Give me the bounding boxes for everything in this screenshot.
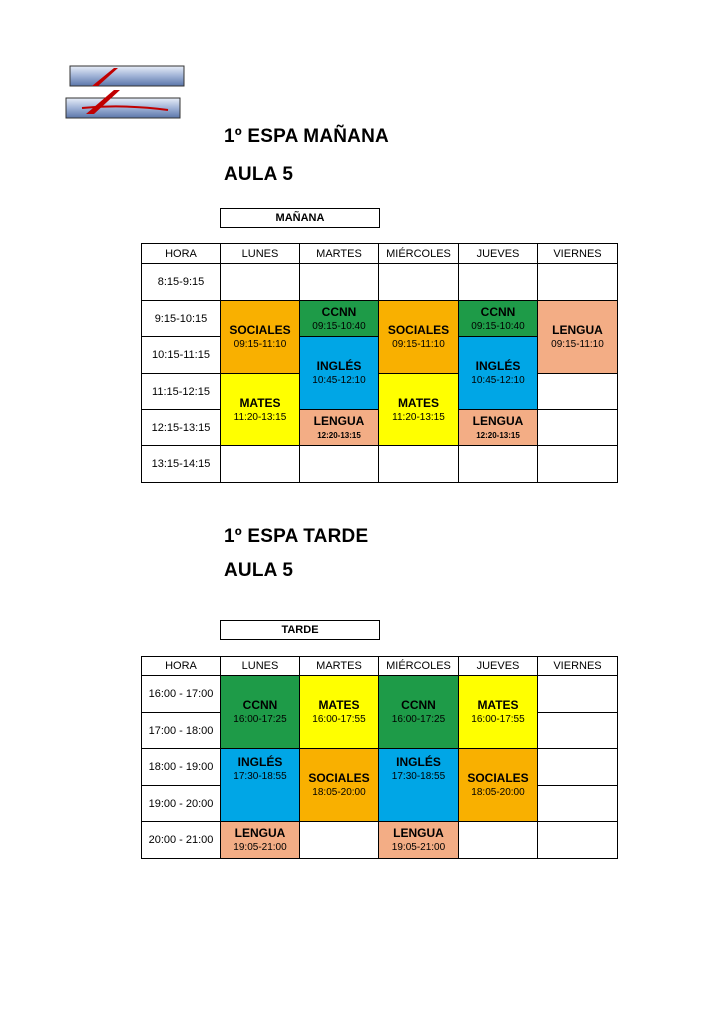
class-time: 09:15-10:40 <box>471 320 525 332</box>
header-martes: MARTES <box>300 657 379 676</box>
class-time: 16:00-17:55 <box>312 714 366 725</box>
morning-title: 1º ESPA MAÑANA <box>224 126 389 147</box>
class-block <box>300 301 379 337</box>
empty-cell <box>459 822 538 859</box>
class-subject: INGLÉS <box>316 359 362 373</box>
class-block <box>221 822 300 859</box>
morning-room: AULA 5 <box>224 164 294 185</box>
afternoon-room: AULA 5 <box>224 560 294 581</box>
class-time: 09:15-11:10 <box>392 339 445 350</box>
hour-cell: 20:00 - 21:00 <box>142 822 221 859</box>
header-lunes: LUNES <box>221 657 300 676</box>
table-row <box>142 822 618 859</box>
empty-cell <box>459 264 538 301</box>
class-block <box>221 374 300 446</box>
hour-cell: 18:00 - 19:00 <box>142 749 221 786</box>
header-miercoles: MIÉRCOLES <box>379 244 459 264</box>
header-row <box>142 657 618 676</box>
class-time: 10:45-12:10 <box>312 375 366 386</box>
class-subject: MATES <box>477 698 519 712</box>
header-jueves: JUEVES <box>459 657 538 676</box>
class-subject: INGLÉS <box>475 359 521 373</box>
class-block <box>459 749 538 822</box>
header-viernes: VIERNES <box>538 244 618 264</box>
class-time: 11:20-13:15 <box>233 411 287 423</box>
class-block <box>459 676 538 749</box>
class-subject: INGLÉS <box>396 755 441 769</box>
table-row <box>142 676 618 713</box>
class-time: 19:05-21:00 <box>391 842 446 853</box>
class-time: 09:15-11:10 <box>551 339 604 350</box>
empty-cell <box>221 446 300 483</box>
class-block <box>300 337 379 410</box>
header-lunes: LUNES <box>221 244 300 264</box>
empty-cell <box>221 264 300 301</box>
class-block <box>379 749 459 822</box>
class-subject: MATES <box>397 395 440 410</box>
class-subject: LENGUA <box>313 413 365 428</box>
class-subject: SOCIALES <box>467 771 529 785</box>
class-subject: CCNN <box>242 698 278 712</box>
empty-cell <box>538 446 618 483</box>
class-block <box>379 822 459 859</box>
class-time: 16:00-17:25 <box>233 714 287 725</box>
empty-cell <box>300 264 379 301</box>
class-block <box>300 676 379 749</box>
empty-cell <box>459 446 538 483</box>
empty-cell <box>538 676 618 713</box>
table-row <box>142 446 618 483</box>
afternoon-label: TARDE <box>220 620 380 640</box>
class-block <box>459 410 538 446</box>
empty-cell <box>379 264 459 301</box>
class-block <box>379 374 459 446</box>
class-time: 17:30-18:55 <box>391 771 446 782</box>
class-block <box>300 410 379 446</box>
class-block <box>221 676 300 749</box>
class-time: 17:30-18:55 <box>233 771 287 782</box>
class-block <box>459 301 538 337</box>
table-row <box>142 749 618 786</box>
morning-schedule-table <box>141 243 618 483</box>
class-block <box>221 749 300 822</box>
class-subject: SOCIALES <box>308 771 370 785</box>
class-time: 09:15-10:40 <box>312 320 366 332</box>
header-hora: HORA <box>142 657 221 676</box>
hour-cell: 9:15-10:15 <box>142 301 221 337</box>
class-block <box>379 301 459 374</box>
hour-cell: 12:15-13:15 <box>142 410 221 446</box>
class-time: 11:20-13:15 <box>392 411 445 423</box>
class-block <box>538 301 618 374</box>
hour-cell: 10:15-11:15 <box>142 337 221 374</box>
hour-cell: 13:15-14:15 <box>142 446 221 483</box>
empty-cell <box>538 786 618 822</box>
header-hora: HORA <box>142 244 221 264</box>
class-subject: SOCIALES <box>387 323 450 337</box>
afternoon-title: 1º ESPA TARDE <box>224 526 369 547</box>
class-subject: LENGUA <box>234 826 286 840</box>
class-time: 12:20-13:15 <box>317 430 361 440</box>
class-block <box>459 337 538 410</box>
hour-cell: 11:15-12:15 <box>142 374 221 410</box>
empty-cell <box>300 446 379 483</box>
class-time: 16:00-17:55 <box>471 714 525 725</box>
class-subject: MATES <box>239 395 281 410</box>
class-block <box>221 301 300 374</box>
table-row <box>142 374 618 410</box>
class-time: 18:05-20:00 <box>312 787 366 798</box>
class-subject: CCNN <box>401 698 436 712</box>
class-subject: LENGUA <box>472 413 524 428</box>
class-time: 19:05-21:00 <box>233 842 287 853</box>
empty-cell <box>538 713 618 749</box>
hour-cell: 16:00 - 17:00 <box>142 676 221 713</box>
hour-cell: 17:00 - 18:00 <box>142 713 221 749</box>
class-time: 16:00-17:25 <box>391 714 446 725</box>
header-martes: MARTES <box>300 244 379 264</box>
class-subject: LENGUA <box>393 826 444 840</box>
class-subject: MATES <box>318 698 360 712</box>
class-time: 09:15-11:10 <box>233 339 287 350</box>
table-row <box>142 301 618 337</box>
hour-cell: 8:15-9:15 <box>142 264 221 301</box>
empty-cell <box>538 410 618 446</box>
afternoon-schedule-table <box>141 656 618 859</box>
class-subject: INGLÉS <box>237 755 283 769</box>
morning-label: MAÑANA <box>220 208 380 228</box>
hour-cell: 19:00 - 20:00 <box>142 786 221 822</box>
class-subject: CCNN <box>321 304 357 319</box>
class-subject: SOCIALES <box>229 323 291 337</box>
class-time: 18:05-20:00 <box>471 787 525 798</box>
class-block <box>379 676 459 749</box>
empty-cell <box>379 446 459 483</box>
header-miercoles: MIÉRCOLES <box>379 657 459 676</box>
class-subject: CCNN <box>480 304 516 319</box>
header-jueves: JUEVES <box>459 244 538 264</box>
empty-cell <box>538 749 618 786</box>
table-row <box>142 264 618 301</box>
class-subject: LENGUA <box>552 323 603 337</box>
empty-cell <box>300 822 379 859</box>
school-logo <box>64 64 192 122</box>
empty-cell <box>538 822 618 859</box>
header-viernes: VIERNES <box>538 657 618 676</box>
class-time: 10:45-12:10 <box>471 375 525 386</box>
class-block <box>300 749 379 822</box>
header-row <box>142 244 618 264</box>
empty-cell <box>538 264 618 301</box>
empty-cell <box>538 374 618 410</box>
class-time: 12:20-13:15 <box>476 430 520 440</box>
